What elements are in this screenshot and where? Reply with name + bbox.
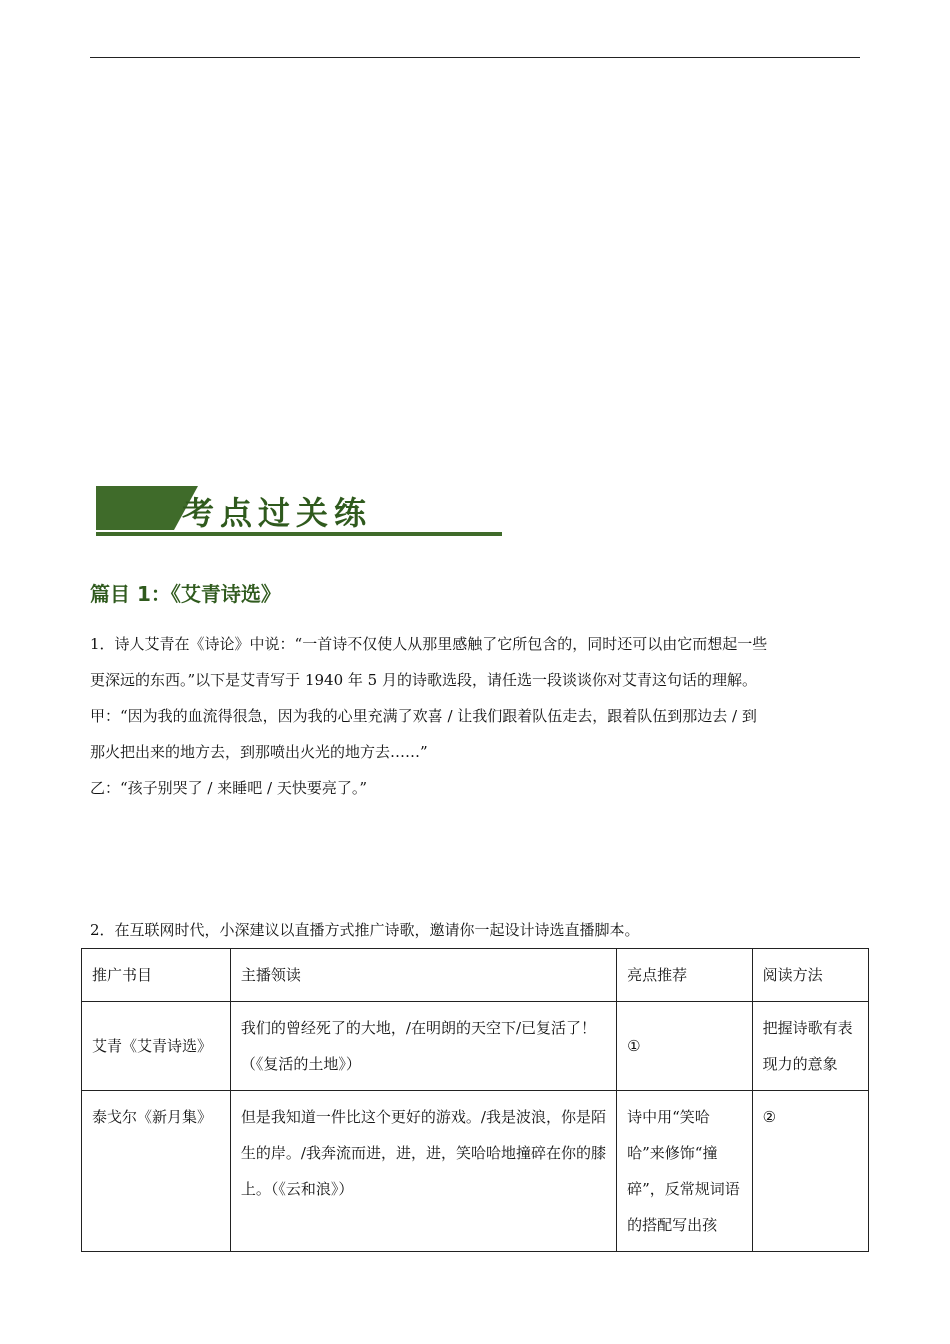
question-1 [90, 626, 860, 806]
table-header-cell: 亮点推荐 [617, 949, 752, 1002]
table-header-cell: 推广书目 [82, 949, 231, 1002]
reading-cell: 我们的曾经死了的大地，/在明朗的天空下/已复活了！（《复活的土地》） [230, 1002, 616, 1091]
method-cell: ② [752, 1091, 868, 1252]
book-cell: 泰戈尔《新月集》 [82, 1091, 231, 1252]
highlight-cell: 诗中用“笑哈哈”来修饰“撞碎”，反常规词语的搭配写出孩 [617, 1091, 752, 1252]
table-header-cell: 阅读方法 [752, 949, 868, 1002]
question-2-prompt: 2．在互联网时代，小深建议以直播方式推广诗歌，邀请你一起设计诗选直播脚本。 [90, 921, 640, 939]
banner-underline [96, 532, 502, 536]
table-header-cell: 主播领读 [230, 949, 616, 1002]
highlight-cell: ① [617, 1002, 752, 1091]
section-banner [96, 486, 504, 538]
method-cell: 把握诗歌有表现力的意象 [752, 1002, 868, 1091]
question-1-line: 1．诗人艾青在《诗论》中说：“一首诗不仅使人从那里感触了它所包含的，同时还可以由它而想起一些 [90, 635, 768, 653]
book-cell: 艾青《艾青诗选》 [82, 1002, 231, 1091]
table-row [82, 1091, 869, 1252]
table-header-row [82, 949, 869, 1002]
table-row [82, 1002, 869, 1091]
question-1-line: 乙：“孩子别哭了 / 来睡吧 / 天快要亮了。” [90, 779, 368, 797]
question-1-line: 那火把出来的地方去，到那喷出火光的地方去……” [90, 743, 428, 761]
reading-cell: 但是我知道一件比这个更好的游戏。/我是波浪，你是陌生的岸。/我奔流而进，进，进，笑哈哈地撞碎在你的膝上。（《云和浪》） [230, 1091, 616, 1252]
section-heading: 篇目 1：《艾青诗选》 [90, 582, 281, 606]
header-rule [90, 57, 860, 58]
banner-title: 考点过关练 [182, 494, 373, 532]
banner-block [96, 486, 174, 530]
question-1-line: 甲：“因为我的血流得很急，因为我的心里充满了欢喜 / 让我们跟着队伍走去，跟着队伍到那边去 / 到 [90, 707, 757, 725]
livestream-script-table [81, 948, 869, 1252]
question-1-line: 更深远的东西。”以下是艾青写于 1940 年 5 月的诗歌选段，请任选一段谈谈你对艾青这句话的理解。 [90, 671, 757, 689]
